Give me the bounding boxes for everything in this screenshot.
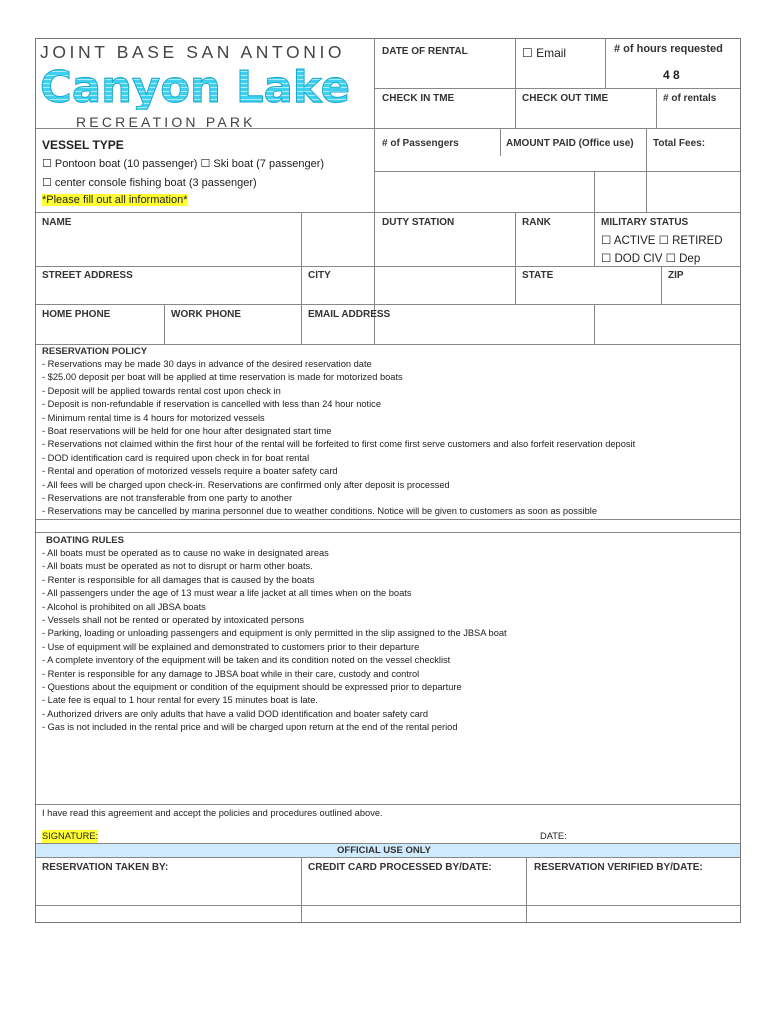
reservation-verified-label: RESERVATION VERIFIED BY/DATE: [534,862,703,873]
list-item: - Reservations are not transferable from one party to another [42,493,293,504]
signature-label[interactable]: SIGNATURE: [42,830,98,843]
divider [36,857,741,858]
divider [374,171,741,172]
divider [36,128,741,129]
list-item: - Alcohol is prohibited on all JBSA boats [42,601,206,612]
list-item: - Use of equipment will be explained and demonstrated to customers prior to their departure [42,641,420,652]
date-label[interactable]: DATE: [540,831,567,841]
divider [301,212,302,344]
check-in-time-label: CHECK IN TME [382,93,455,104]
logo-line-joint-base: JOINT BASE SAN ANTONIO [40,42,346,62]
home-phone-label: HOME PHONE [42,309,111,320]
boating-rules-list [42,547,507,735]
vessel-options-line1[interactable]: ☐ Pontoon boat (10 passenger) ☐ Ski boat (7 passenger) [42,158,325,170]
list-item: - All boats must be operated as to cause no wake in designated areas [42,548,329,558]
zip-label: ZIP [668,270,684,281]
email-address-label: EMAIL ADDRESS [308,309,391,320]
list-item: - All passengers under the age of 13 must wear a life jacket at all times when on the boats [42,588,412,599]
divider [515,212,516,304]
divider [36,212,741,213]
list-item: - Renter is responsible for any damage to JBSA boat while in their care, custody and control [42,668,420,679]
divider [374,88,741,89]
military-status-active-retired[interactable]: ☐ ACTIVE ☐ RETIRED [601,235,723,247]
list-item: - DOD identification card is required upon check in for boat rental [42,452,310,463]
military-status-dodciv-dep[interactable]: ☐ DOD CIV ☐ Dep [601,253,701,265]
logo-line-recreation-park: RECREATION PARK [76,114,256,130]
divider [36,344,741,345]
divider [36,804,741,805]
list-item: - Renter is responsible for all damages that is caused by the boats [42,574,315,585]
divider [36,532,741,533]
total-fees-label: Total Fees: [653,138,706,149]
email-checkbox[interactable]: ☐ Email [522,46,567,60]
list-item: - Late fee is equal to 1 hour rental for every 15 minutes boat is late. [42,695,318,706]
num-rentals-label: # of rentals [663,93,717,104]
list-item: - All boats must be operated as not to disrupt or harm other boats. [42,561,313,572]
divider [594,304,595,344]
divider [500,128,501,156]
list-item: - Reservations may be cancelled by marina personnel due to weather conditions. Notice will be given to customers as soon as possible [42,506,598,517]
passengers-label: # of Passengers [382,138,459,149]
divider [661,266,662,304]
list-item: - Deposit will be applied towards rental cost upon check in [42,385,281,396]
divider [594,212,595,266]
list-item: - Minimum rental time is 4 hours for motorized vessels [42,412,265,423]
divider [594,171,595,212]
divider [36,519,741,520]
amount-paid-label: AMOUNT PAID (Office use) [506,138,634,149]
divider [36,304,741,305]
agreement-statement: I have read this agreement and accept the policies and procedures outlined above. [42,808,383,818]
reservation-policy-list [42,358,635,519]
vessel-type-title: VESSEL TYPE [42,138,124,152]
list-item: - All fees will be charged upon check-in. Reservations are confirmed only after deposit is processed [42,479,450,490]
vessel-options-line2[interactable]: ☐ center console fishing boat (3 passenger) [42,177,257,189]
list-item: - Reservations not claimed within the first hour of the rental will be forfeited to first come first serve customers and also forfeit reservation deposit [42,439,636,450]
list-item: - Rental and operation of motorized vessels require a boater safety card [42,466,338,477]
divider [374,38,375,344]
list-item: - Reservations may be made 30 days in advance of the desired reservation date [42,359,372,369]
list-item: - Parking, loading or unloading passengers and equipment is only permitted in the slip assigned to the JBSA boat [42,628,507,639]
duty-station-label: DUTY STATION [382,217,455,228]
fill-all-info-notice: *Please fill out all information* [42,194,188,206]
military-status-label: MILITARY STATUS [601,217,689,228]
credit-card-processed-label: CREDIT CARD PROCESSED BY/DATE: [308,862,492,873]
list-item: - Authorized drivers are only adults that have a valid DOD identification and boater safety card [42,708,429,719]
reservation-policy-title: RESERVATION POLICY [42,346,148,357]
divider [164,304,165,344]
divider [646,128,647,212]
divider [656,88,657,128]
hours-requested-label: # of hours requested [614,43,723,55]
boating-rules-title: BOATING RULES [46,535,124,546]
state-label: STATE [522,270,554,281]
list-item: - Vessels shall not be rented or operated by intoxicated persons [42,615,305,626]
list-item: - $25.00 deposit per boat will be applied at time reservation is made for motorized boats [42,372,403,383]
divider [605,38,606,88]
list-item: - Boat reservations will be held for one hour after designated start time [42,426,332,437]
list-item: - Questions about the equipment or condition of the equipment should be expressed prior to departure [42,682,462,693]
work-phone-label: WORK PHONE [171,309,241,320]
list-item: - A complete inventory of the equipment will be taken and its condition noted on the vessel checklist [42,655,451,666]
check-out-time-label: CHECK OUT TIME [522,93,609,104]
reservation-taken-by-label: RESERVATION TAKEN BY: [42,862,169,873]
hours-requested-value[interactable]: 4 8 [663,68,680,82]
name-label: NAME [42,217,72,228]
list-item: - Gas is not included in the rental price and will be charged upon return at the end of the rental period [42,722,458,733]
list-item: - Deposit is non-refundable if reservation is cancelled with less than 24 hour notice [42,399,382,410]
rank-label: RANK [522,217,551,228]
divider [526,857,527,922]
official-use-title: OFFICIAL USE ONLY [337,845,431,856]
divider [36,843,741,844]
logo-canyon-lake-text: Canyon Lake [40,64,350,110]
divider [515,38,516,128]
divider [36,266,741,267]
divider [36,905,741,906]
city-label: CITY [308,270,331,281]
divider [301,857,302,922]
street-address-label: STREET ADDRESS [42,270,133,281]
date-of-rental-label: DATE OF RENTAL [382,46,468,57]
